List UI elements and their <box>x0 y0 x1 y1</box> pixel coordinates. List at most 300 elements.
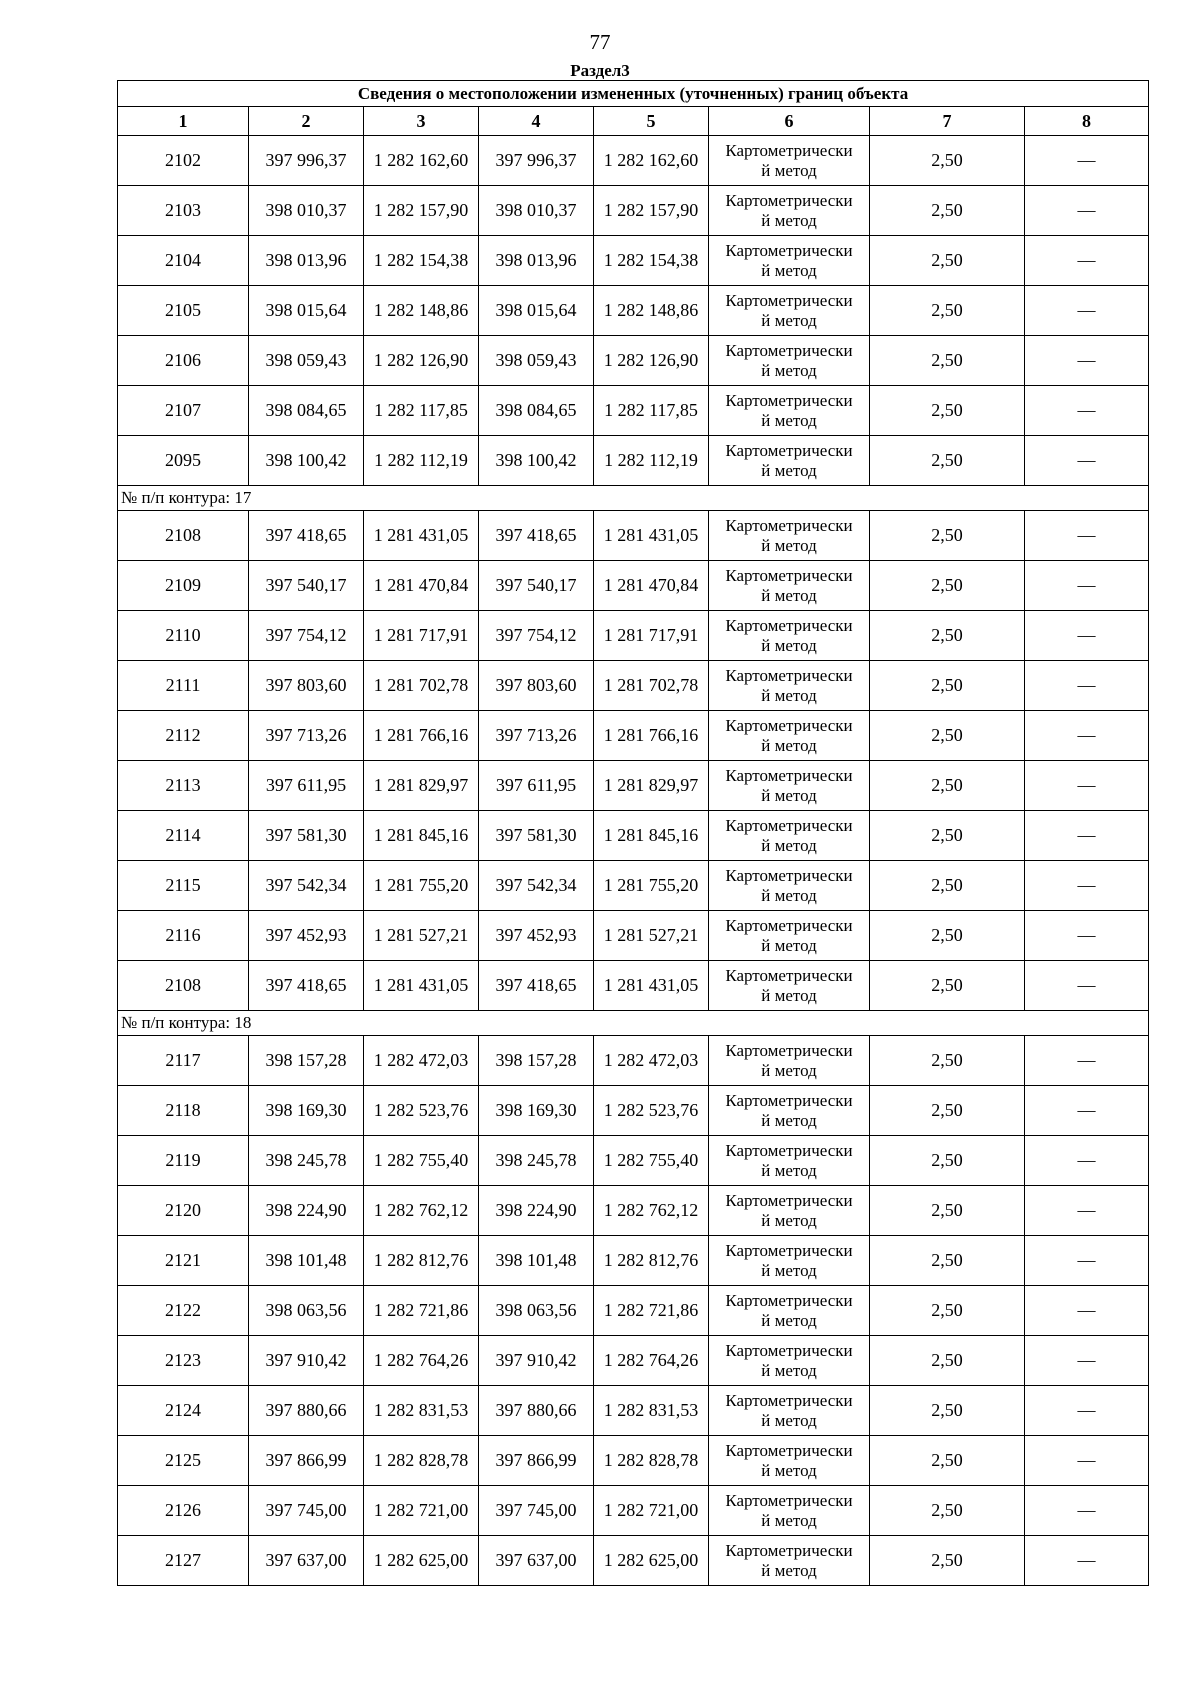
x-new-cell: 398 013,96 <box>479 236 594 286</box>
y-new-cell: 1 281 431,05 <box>594 961 709 1011</box>
method-text-line2: й метод <box>761 1410 817 1430</box>
y-existing-cell: 1 282 721,86 <box>364 1286 479 1336</box>
description-cell: — <box>1025 1436 1149 1486</box>
x-existing-cell: 397 540,17 <box>249 561 364 611</box>
point-number-cell: 2102 <box>118 136 249 186</box>
accuracy-cell: 2,50 <box>870 386 1025 436</box>
point-number-cell: 2119 <box>118 1136 249 1186</box>
y-new-cell: 1 282 755,40 <box>594 1136 709 1186</box>
y-new-cell: 1 282 472,03 <box>594 1036 709 1086</box>
y-existing-cell: 1 281 766,16 <box>364 711 479 761</box>
method-text-line2: й метод <box>761 685 817 705</box>
table-row <box>118 1036 1149 1086</box>
x-new-cell: 397 803,60 <box>479 661 594 711</box>
method-text-line2: й метод <box>761 885 817 905</box>
accuracy-cell: 2,50 <box>870 1336 1025 1386</box>
y-new-cell: 1 282 764,26 <box>594 1336 709 1386</box>
method-text-line2: й метод <box>761 635 817 655</box>
accuracy-cell: 2,50 <box>870 611 1025 661</box>
y-new-cell: 1 281 717,91 <box>594 611 709 661</box>
x-new-cell: 398 245,78 <box>479 1136 594 1186</box>
table-row <box>118 811 1149 861</box>
x-new-cell: 397 611,95 <box>479 761 594 811</box>
method-text-line2: й метод <box>761 160 817 180</box>
column-header-3: 3 <box>364 107 479 136</box>
y-existing-cell: 1 281 717,91 <box>364 611 479 661</box>
method-cell <box>709 861 870 911</box>
y-new-cell: 1 281 431,05 <box>594 511 709 561</box>
method-text-line2: й метод <box>761 1210 817 1230</box>
y-existing-cell: 1 281 702,78 <box>364 661 479 711</box>
method-text-line1: Картометрически <box>725 1390 853 1410</box>
x-existing-cell: 397 996,37 <box>249 136 364 186</box>
x-new-cell: 397 540,17 <box>479 561 594 611</box>
method-cell <box>709 386 870 436</box>
method-cell <box>709 1186 870 1236</box>
y-existing-cell: 1 282 126,90 <box>364 336 479 386</box>
contour-label-row <box>118 486 1149 511</box>
x-new-cell: 398 063,56 <box>479 1286 594 1336</box>
method-text-line2: й метод <box>761 1310 817 1330</box>
y-existing-cell: 1 282 157,90 <box>364 186 479 236</box>
method-text-line2: й метод <box>761 785 817 805</box>
x-existing-cell: 397 611,95 <box>249 761 364 811</box>
method-cell <box>709 661 870 711</box>
method-text-line1: Картометрически <box>725 140 853 160</box>
point-number-cell: 2116 <box>118 911 249 961</box>
description-cell: — <box>1025 186 1149 236</box>
description-cell: — <box>1025 861 1149 911</box>
y-new-cell: 1 281 829,97 <box>594 761 709 811</box>
description-cell: — <box>1025 286 1149 336</box>
x-new-cell: 397 910,42 <box>479 1336 594 1386</box>
x-new-cell: 397 880,66 <box>479 1386 594 1436</box>
method-text-line2: й метод <box>761 1510 817 1530</box>
y-existing-cell: 1 282 755,40 <box>364 1136 479 1186</box>
description-cell: — <box>1025 1536 1149 1586</box>
y-new-cell: 1 281 766,16 <box>594 711 709 761</box>
method-text-line2: й метод <box>761 985 817 1005</box>
method-text-line2: й метод <box>761 210 817 230</box>
x-existing-cell: 398 010,37 <box>249 186 364 236</box>
table-row <box>118 961 1149 1011</box>
accuracy-cell: 2,50 <box>870 711 1025 761</box>
y-existing-cell: 1 281 755,20 <box>364 861 479 911</box>
x-existing-cell: 397 452,93 <box>249 911 364 961</box>
accuracy-cell: 2,50 <box>870 1236 1025 1286</box>
description-cell: — <box>1025 1286 1149 1336</box>
method-cell <box>709 1336 870 1386</box>
method-text-line1: Картометрически <box>725 765 853 785</box>
table-row <box>118 1536 1149 1586</box>
accuracy-cell: 2,50 <box>870 1286 1025 1336</box>
y-new-cell: 1 282 762,12 <box>594 1186 709 1236</box>
accuracy-cell: 2,50 <box>870 1386 1025 1436</box>
description-cell: — <box>1025 1036 1149 1086</box>
table-row <box>118 1186 1149 1236</box>
x-existing-cell: 398 063,56 <box>249 1286 364 1336</box>
column-header-2: 2 <box>249 107 364 136</box>
y-existing-cell: 1 282 762,12 <box>364 1186 479 1236</box>
method-text-line2: й метод <box>761 1060 817 1080</box>
method-text-line2: й метод <box>761 1360 817 1380</box>
y-new-cell: 1 282 721,86 <box>594 1286 709 1336</box>
method-text-line1: Картометрически <box>725 440 853 460</box>
point-number-cell: 2122 <box>118 1286 249 1336</box>
method-text-line1: Картометрически <box>725 1540 853 1560</box>
table-title: Сведения о местоположении измененных (уточненных) границ объекта <box>118 81 1149 107</box>
y-existing-cell: 1 282 625,00 <box>364 1536 479 1586</box>
method-text-line1: Картометрически <box>725 1340 853 1360</box>
y-existing-cell: 1 282 154,38 <box>364 236 479 286</box>
description-cell: — <box>1025 811 1149 861</box>
accuracy-cell: 2,50 <box>870 1536 1025 1586</box>
point-number-cell: 2112 <box>118 711 249 761</box>
x-new-cell: 398 010,37 <box>479 186 594 236</box>
table-row <box>118 1236 1149 1286</box>
x-existing-cell: 397 637,00 <box>249 1536 364 1586</box>
description-cell: — <box>1025 1386 1149 1436</box>
table-row <box>118 1386 1149 1436</box>
table-row <box>118 1136 1149 1186</box>
point-number-cell: 2115 <box>118 861 249 911</box>
y-new-cell: 1 282 523,76 <box>594 1086 709 1136</box>
description-cell: — <box>1025 911 1149 961</box>
x-existing-cell: 398 059,43 <box>249 336 364 386</box>
method-text-line2: й метод <box>761 1560 817 1580</box>
x-existing-cell: 397 866,99 <box>249 1436 364 1486</box>
x-existing-cell: 397 803,60 <box>249 661 364 711</box>
method-text-line2: й метод <box>761 260 817 280</box>
point-number-cell: 2125 <box>118 1436 249 1486</box>
accuracy-cell: 2,50 <box>870 1036 1025 1086</box>
section-title: Раздел3 <box>570 61 630 80</box>
point-number-cell: 2108 <box>118 961 249 1011</box>
y-existing-cell: 1 282 812,76 <box>364 1236 479 1286</box>
point-number-cell: 2113 <box>118 761 249 811</box>
x-new-cell: 398 084,65 <box>479 386 594 436</box>
method-text-line2: й метод <box>761 410 817 430</box>
x-new-cell: 397 745,00 <box>479 1486 594 1536</box>
accuracy-cell: 2,50 <box>870 911 1025 961</box>
table-row <box>118 711 1149 761</box>
accuracy-cell: 2,50 <box>870 511 1025 561</box>
y-new-cell: 1 282 154,38 <box>594 236 709 286</box>
x-existing-cell: 397 754,12 <box>249 611 364 661</box>
method-cell <box>709 286 870 336</box>
y-new-cell: 1 281 527,21 <box>594 911 709 961</box>
description-cell: — <box>1025 611 1149 661</box>
x-new-cell: 397 713,26 <box>479 711 594 761</box>
method-text-line2: й метод <box>761 1160 817 1180</box>
method-text-line1: Картометрически <box>725 1440 853 1460</box>
description-cell: — <box>1025 1136 1149 1186</box>
method-cell <box>709 186 870 236</box>
method-cell <box>709 1236 870 1286</box>
point-number-cell: 2126 <box>118 1486 249 1536</box>
method-text-line1: Картометрически <box>725 815 853 835</box>
y-new-cell: 1 282 831,53 <box>594 1386 709 1436</box>
point-number-cell: 2103 <box>118 186 249 236</box>
x-new-cell: 397 581,30 <box>479 811 594 861</box>
x-existing-cell: 397 581,30 <box>249 811 364 861</box>
table-row <box>118 911 1149 961</box>
x-existing-cell: 398 169,30 <box>249 1086 364 1136</box>
method-text-line1: Картометрически <box>725 915 853 935</box>
y-existing-cell: 1 281 829,97 <box>364 761 479 811</box>
y-existing-cell: 1 281 470,84 <box>364 561 479 611</box>
method-text-line1: Картометрически <box>725 1490 853 1510</box>
table-row <box>118 436 1149 486</box>
method-cell <box>709 1536 870 1586</box>
description-cell: — <box>1025 436 1149 486</box>
point-number-cell: 2127 <box>118 1536 249 1586</box>
x-existing-cell: 398 157,28 <box>249 1036 364 1086</box>
method-text-line2: й метод <box>761 460 817 480</box>
point-number-cell: 2095 <box>118 436 249 486</box>
accuracy-cell: 2,50 <box>870 961 1025 1011</box>
column-header-6: 6 <box>709 107 870 136</box>
method-text-line1: Картометрически <box>725 615 853 635</box>
x-existing-cell: 397 418,65 <box>249 511 364 561</box>
x-existing-cell: 397 910,42 <box>249 1336 364 1386</box>
method-cell <box>709 136 870 186</box>
method-cell <box>709 336 870 386</box>
description-cell: — <box>1025 1186 1149 1236</box>
method-text-line1: Картометрически <box>725 1040 853 1060</box>
x-existing-cell: 397 713,26 <box>249 711 364 761</box>
x-new-cell: 397 866,99 <box>479 1436 594 1486</box>
accuracy-cell: 2,50 <box>870 861 1025 911</box>
y-existing-cell: 1 282 523,76 <box>364 1086 479 1136</box>
method-cell <box>709 1036 870 1086</box>
y-new-cell: 1 282 117,85 <box>594 386 709 436</box>
description-cell: — <box>1025 961 1149 1011</box>
method-cell <box>709 761 870 811</box>
column-header-4: 4 <box>479 107 594 136</box>
table-row <box>118 511 1149 561</box>
table-row <box>118 761 1149 811</box>
method-cell <box>709 511 870 561</box>
x-existing-cell: 398 015,64 <box>249 286 364 336</box>
method-cell <box>709 711 870 761</box>
method-cell <box>709 1386 870 1436</box>
method-text-line1: Картометрически <box>725 340 853 360</box>
x-new-cell: 398 169,30 <box>479 1086 594 1136</box>
point-number-cell: 2114 <box>118 811 249 861</box>
method-text-line1: Картометрически <box>725 1090 853 1110</box>
table-row <box>118 186 1149 236</box>
point-number-cell: 2124 <box>118 1386 249 1436</box>
x-existing-cell: 398 084,65 <box>249 386 364 436</box>
x-new-cell: 397 418,65 <box>479 511 594 561</box>
x-new-cell: 398 157,28 <box>479 1036 594 1086</box>
method-text-line1: Картометрически <box>725 240 853 260</box>
y-new-cell: 1 282 625,00 <box>594 1536 709 1586</box>
x-existing-cell: 398 013,96 <box>249 236 364 286</box>
accuracy-cell: 2,50 <box>870 1086 1025 1136</box>
y-new-cell: 1 281 845,16 <box>594 811 709 861</box>
table-row <box>118 286 1149 336</box>
accuracy-cell: 2,50 <box>870 136 1025 186</box>
accuracy-cell: 2,50 <box>870 811 1025 861</box>
description-cell: — <box>1025 1236 1149 1286</box>
column-header-row <box>118 107 1149 136</box>
method-text-line2: й метод <box>761 360 817 380</box>
table-row <box>118 1086 1149 1136</box>
table-row <box>118 661 1149 711</box>
y-new-cell: 1 282 157,90 <box>594 186 709 236</box>
table-body <box>118 136 1149 1586</box>
method-cell <box>709 1486 870 1536</box>
accuracy-cell: 2,50 <box>870 1186 1025 1236</box>
table-row <box>118 611 1149 661</box>
y-new-cell: 1 282 721,00 <box>594 1486 709 1536</box>
table-row <box>118 1486 1149 1536</box>
column-header-7: 7 <box>870 107 1025 136</box>
description-cell: — <box>1025 1086 1149 1136</box>
table-row <box>118 561 1149 611</box>
x-new-cell: 397 418,65 <box>479 961 594 1011</box>
x-new-cell: 398 059,43 <box>479 336 594 386</box>
y-new-cell: 1 282 812,76 <box>594 1236 709 1286</box>
page-number: 77 <box>589 30 611 54</box>
description-cell: — <box>1025 136 1149 186</box>
method-cell <box>709 1436 870 1486</box>
x-existing-cell: 397 542,34 <box>249 861 364 911</box>
x-new-cell: 398 015,64 <box>479 286 594 336</box>
method-text-line1: Картометрически <box>725 965 853 985</box>
y-new-cell: 1 282 112,19 <box>594 436 709 486</box>
point-number-cell: 2117 <box>118 1036 249 1086</box>
method-cell <box>709 561 870 611</box>
method-cell <box>709 911 870 961</box>
point-number-cell: 2121 <box>118 1236 249 1286</box>
x-new-cell: 397 452,93 <box>479 911 594 961</box>
description-cell: — <box>1025 1486 1149 1536</box>
accuracy-cell: 2,50 <box>870 436 1025 486</box>
method-text-line1: Картометрически <box>725 1140 853 1160</box>
point-number-cell: 2107 <box>118 386 249 436</box>
y-existing-cell: 1 282 117,85 <box>364 386 479 436</box>
x-existing-cell: 398 100,42 <box>249 436 364 486</box>
point-number-cell: 2109 <box>118 561 249 611</box>
x-existing-cell: 397 880,66 <box>249 1386 364 1436</box>
method-text-line2: й метод <box>761 310 817 330</box>
method-text-line2: й метод <box>761 835 817 855</box>
point-number-cell: 2110 <box>118 611 249 661</box>
column-header-5: 5 <box>594 107 709 136</box>
method-text-line2: й метод <box>761 735 817 755</box>
x-new-cell: 397 996,37 <box>479 136 594 186</box>
method-text-line1: Картометрически <box>725 865 853 885</box>
contour-label-row <box>118 1011 1149 1036</box>
method-cell <box>709 1086 870 1136</box>
table-row <box>118 1436 1149 1486</box>
method-text-line1: Картометрически <box>725 665 853 685</box>
description-cell: — <box>1025 661 1149 711</box>
method-cell <box>709 436 870 486</box>
table-row <box>118 386 1149 436</box>
method-text-line1: Картометрически <box>725 1240 853 1260</box>
table-row <box>118 861 1149 911</box>
accuracy-cell: 2,50 <box>870 561 1025 611</box>
table-row <box>118 236 1149 286</box>
accuracy-cell: 2,50 <box>870 186 1025 236</box>
coordinates-table <box>117 80 1149 1586</box>
table-row <box>118 1336 1149 1386</box>
y-existing-cell: 1 282 148,86 <box>364 286 479 336</box>
point-number-cell: 2111 <box>118 661 249 711</box>
table-row <box>118 136 1149 186</box>
method-text-line2: й метод <box>761 585 817 605</box>
method-text-line2: й метод <box>761 1260 817 1280</box>
y-new-cell: 1 281 470,84 <box>594 561 709 611</box>
contour-label: № п/п контура: 18 <box>118 1011 1149 1036</box>
column-header-1: 1 <box>118 107 249 136</box>
y-new-cell: 1 282 828,78 <box>594 1436 709 1486</box>
method-cell <box>709 811 870 861</box>
x-existing-cell: 398 245,78 <box>249 1136 364 1186</box>
method-text-line1: Картометрически <box>725 1190 853 1210</box>
point-number-cell: 2123 <box>118 1336 249 1386</box>
y-existing-cell: 1 282 162,60 <box>364 136 479 186</box>
x-existing-cell: 397 745,00 <box>249 1486 364 1536</box>
description-cell: — <box>1025 1336 1149 1386</box>
description-cell: — <box>1025 711 1149 761</box>
y-existing-cell: 1 282 112,19 <box>364 436 479 486</box>
y-new-cell: 1 281 702,78 <box>594 661 709 711</box>
column-header-8: 8 <box>1025 107 1149 136</box>
method-cell <box>709 236 870 286</box>
table-row <box>118 336 1149 386</box>
method-text-line1: Картометрически <box>725 390 853 410</box>
x-new-cell: 398 100,42 <box>479 436 594 486</box>
method-text-line2: й метод <box>761 935 817 955</box>
method-text-line1: Картометрически <box>725 715 853 735</box>
x-new-cell: 398 224,90 <box>479 1186 594 1236</box>
y-existing-cell: 1 282 721,00 <box>364 1486 479 1536</box>
point-number-cell: 2118 <box>118 1086 249 1136</box>
method-text-line1: Картометрически <box>725 190 853 210</box>
accuracy-cell: 2,50 <box>870 1136 1025 1186</box>
y-existing-cell: 1 281 431,05 <box>364 961 479 1011</box>
method-cell <box>709 1136 870 1186</box>
accuracy-cell: 2,50 <box>870 661 1025 711</box>
contour-label: № п/п контура: 17 <box>118 486 1149 511</box>
y-new-cell: 1 282 126,90 <box>594 336 709 386</box>
accuracy-cell: 2,50 <box>870 236 1025 286</box>
y-existing-cell: 1 282 472,03 <box>364 1036 479 1086</box>
method-cell <box>709 611 870 661</box>
table-row <box>118 1286 1149 1336</box>
description-cell: — <box>1025 236 1149 286</box>
point-number-cell: 2108 <box>118 511 249 561</box>
x-existing-cell: 398 224,90 <box>249 1186 364 1236</box>
accuracy-cell: 2,50 <box>870 336 1025 386</box>
method-text-line1: Картометрически <box>725 565 853 585</box>
accuracy-cell: 2,50 <box>870 1486 1025 1536</box>
y-new-cell: 1 282 162,60 <box>594 136 709 186</box>
accuracy-cell: 2,50 <box>870 286 1025 336</box>
method-text-line2: й метод <box>761 535 817 555</box>
x-new-cell: 397 754,12 <box>479 611 594 661</box>
point-number-cell: 2120 <box>118 1186 249 1236</box>
accuracy-cell: 2,50 <box>870 1436 1025 1486</box>
y-existing-cell: 1 282 831,53 <box>364 1386 479 1436</box>
description-cell: — <box>1025 336 1149 386</box>
method-text-line2: й метод <box>761 1110 817 1130</box>
